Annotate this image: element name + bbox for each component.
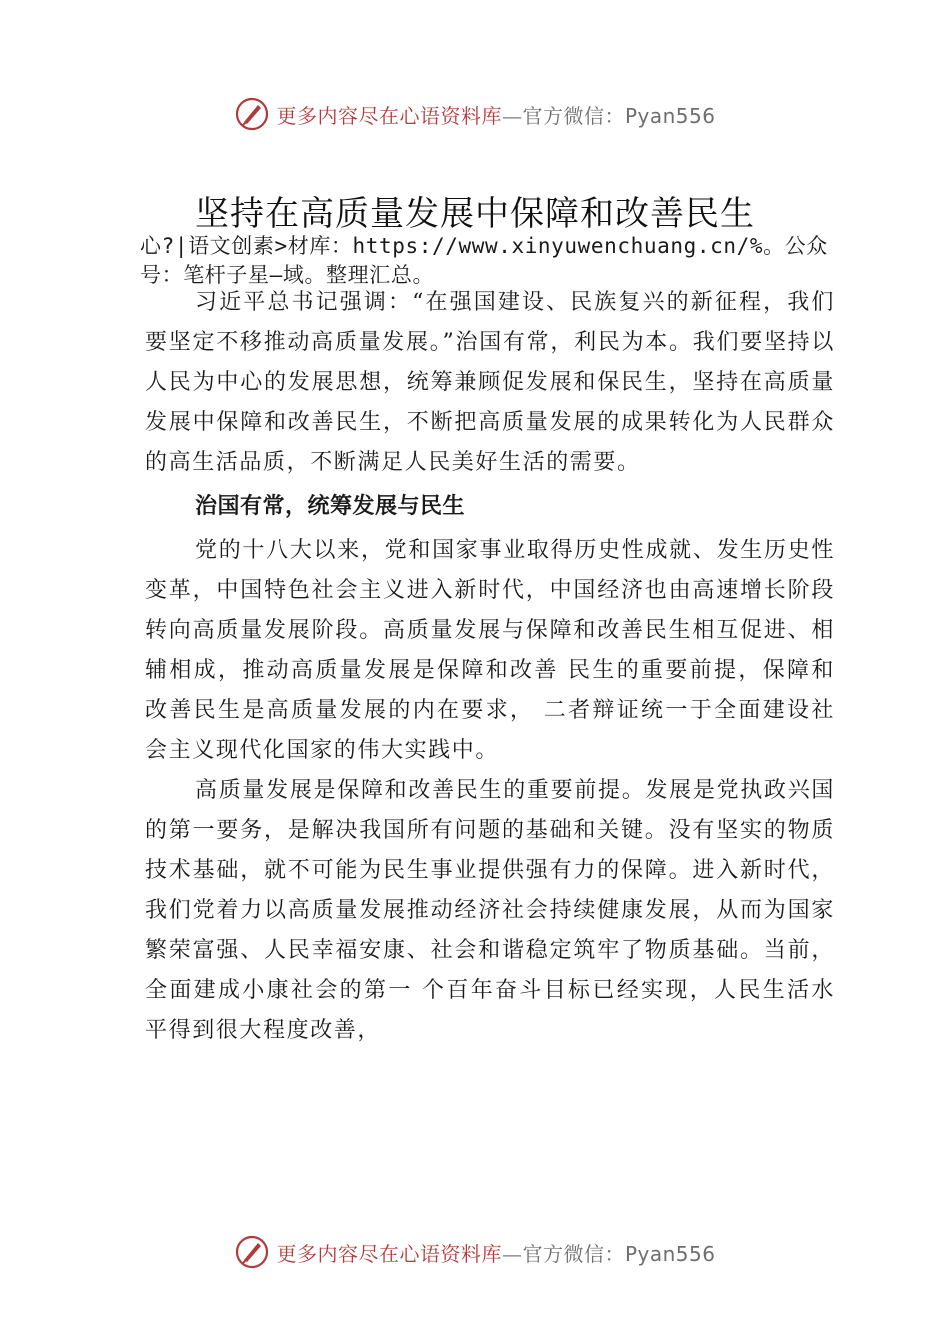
paragraph-2: 党的十八大以来，党和国家事业取得历史性成就、发生历史性变革，中国特色社会主义进入新时代，中国经济也由高速增长阶段转向高质量发展阶段。高质量发展与保障和改善民生相互促进、相辅相成，推动高质量发展是保障和改善 民生的重要前提，保障和改善民生是高质量发展的内在要求， 二者辩证统一于全面建设社会主义现代化国家的伟大实践中。 xyxy=(145,538,835,763)
banner-wechat-text: 官方微信：Pyan556 xyxy=(522,103,716,128)
document-body xyxy=(145,283,835,1051)
quill-logo-icon xyxy=(234,1234,270,1270)
quill-logo-icon xyxy=(234,96,270,132)
banner-text xyxy=(276,100,715,129)
paragraph-3: 高质量发展是保障和改善民生的重要前提。发展是党执政兴国的第一要务，是解决我国所有问题的基础和关键。没有坚实的物质技术基础，就不可能为民生事业提供强有力的保障。进入新时代，我们党着力以高质量发展推动经济社会持续健康发展，从而为国家繁荣富强、人民幸福安康、社会和谐稳定筑牢了物质基础。当前，全面建成小康社会的第一 个百年奋斗目标已经实现，人民生活水平得到很大程度改善， xyxy=(145,778,835,1043)
source-note: 心?|语文创素>材库：https://www.xinyuwenchuang.cn/%。公众号：笔杆子星—域。整理汇总。 xyxy=(140,234,828,287)
banner-text xyxy=(276,1238,715,1267)
document-title: 坚持在高质量发展中保障和改善民生 xyxy=(195,194,755,234)
paragraph-1: 习近平总书记强调：“在强国建设、民族复兴的新征程，我们要坚定不移推动高质量发展。”治国有常，利民为本。我们要坚持以人民为中心的发展思想，统筹兼顾促发展和保民生，坚持在高质量发展中保障和改善民生，不断把高质量发展的成果转化为人民群众的高生活品质，不断满足人民美好生活的需要。 xyxy=(145,290,835,475)
header-banner xyxy=(0,94,950,134)
banner-main-text: 更多内容尽在心语资料库 xyxy=(276,1241,502,1266)
banner-main-text: 更多内容尽在心语资料库 xyxy=(276,103,502,128)
banner-separator: — xyxy=(501,1241,523,1266)
footer-banner xyxy=(0,1232,950,1272)
banner-wechat-text: 官方微信：Pyan556 xyxy=(522,1241,716,1266)
banner-separator: — xyxy=(501,103,523,128)
section-heading: 治国有常，统筹发展与民生 xyxy=(195,494,466,519)
